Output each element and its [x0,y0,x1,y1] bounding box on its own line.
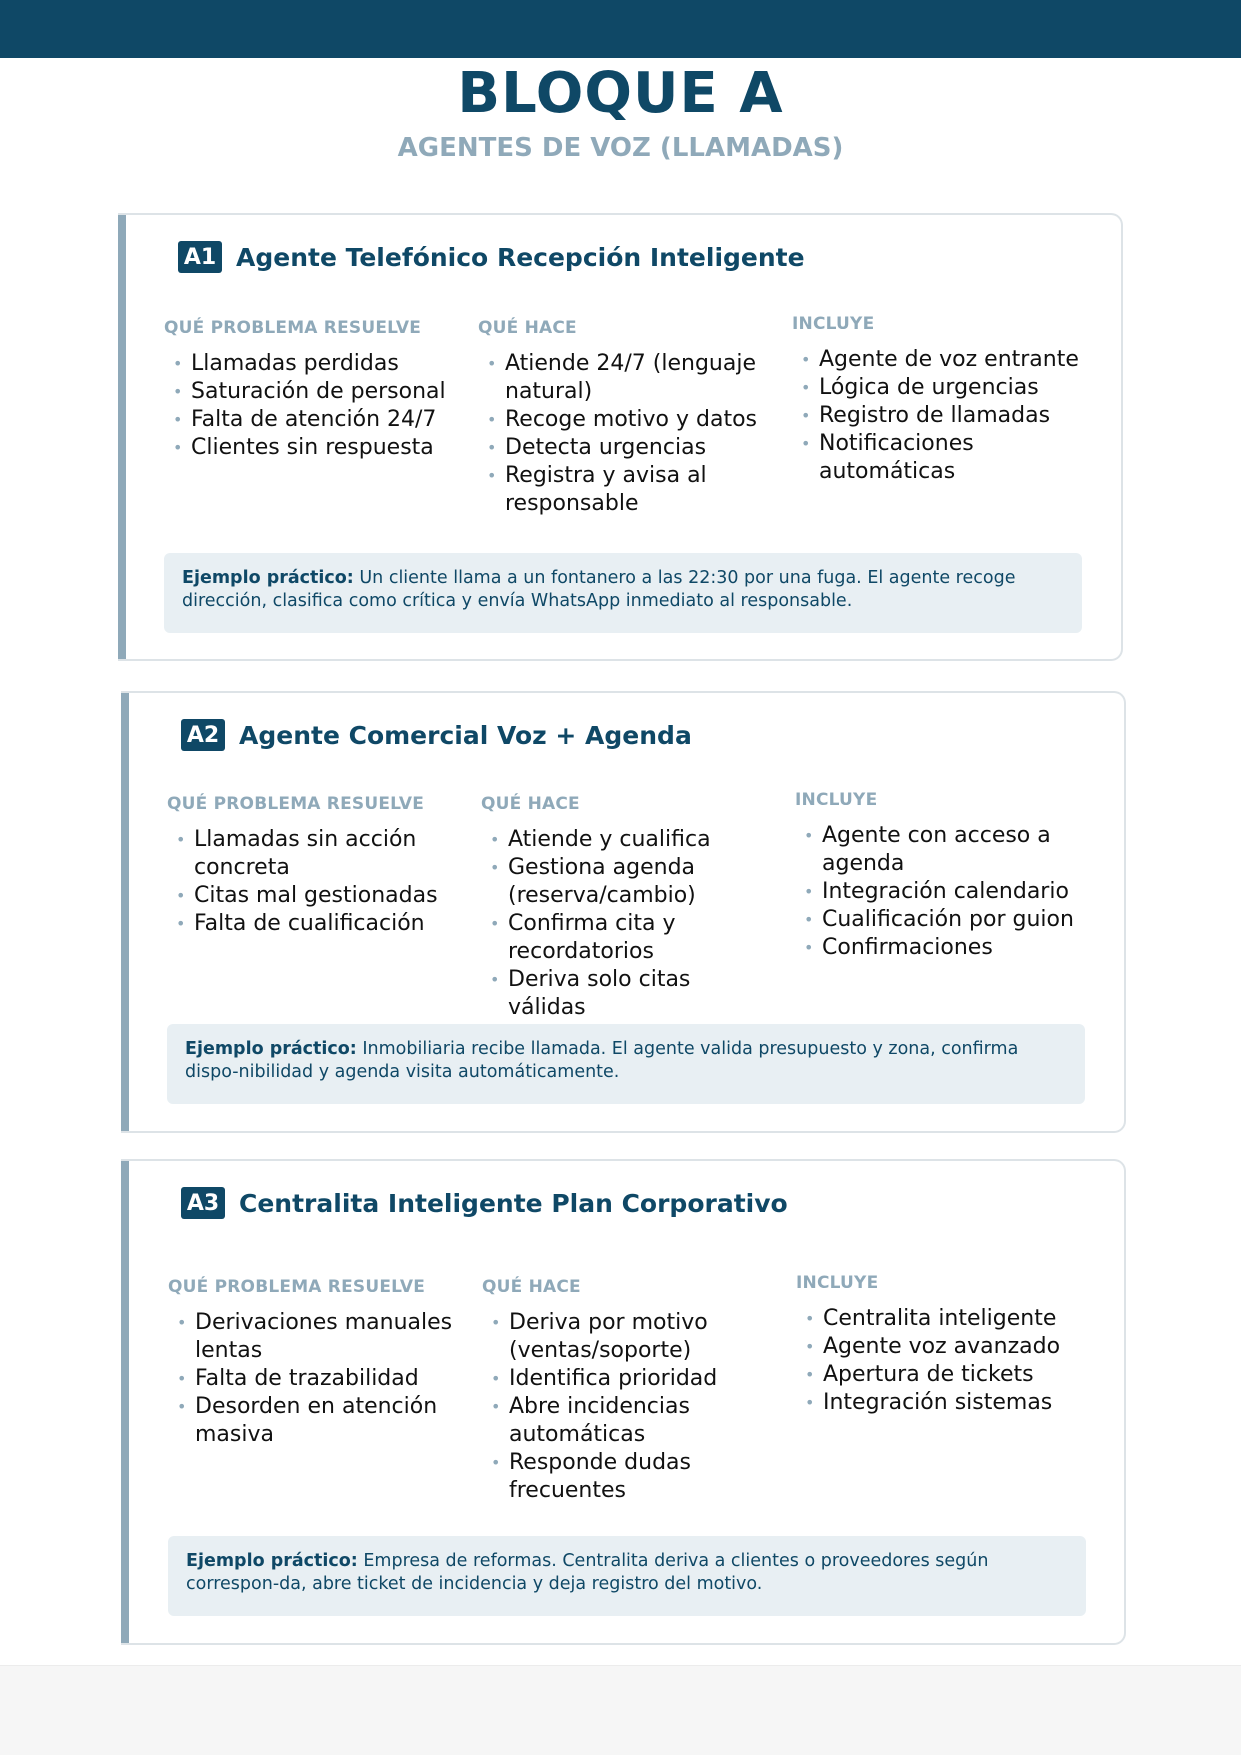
example-text: Un cliente llama a un fontanero a las 22:30 por una fuga. El agente recoge dirección, clasifica como crítica y envía WhatsApp inmediato al responsable. [182,568,1016,611]
example-box [167,1024,1085,1104]
problem-column [167,794,467,938]
list-item: • Atiende 24/7 (lenguaje natural) [478,350,768,406]
example-text: Empresa de reformas. Centralita deriva a clientes o proveedores según correspon-da, abre ticket de incidencia y deja registro del motivo. [186,1551,989,1594]
card-code-badge: A3 [181,1187,225,1219]
does-heading: QUÉ HACE [478,318,577,338]
list-item: • Falta de trazabilidad [168,1365,468,1393]
example-label: Ejemplo práctico: [182,568,354,588]
list-item: • Identifica prioridad [482,1365,772,1393]
list-item: • Falta de cualificación [167,910,467,938]
list-item: • Detecta urgencias [478,434,768,462]
list-item: • Confirma cita y recordatorios [481,910,771,966]
example-label: Ejemplo práctico: [185,1039,357,1059]
does-list [478,350,768,518]
page-title: BLOQUE A [457,61,784,126]
problem-heading: QUÉ PROBLEMA RESUELVE [164,318,422,338]
list-item: • Clientes sin respuesta [164,434,464,462]
list-item: • Agente de voz entrante [792,346,1082,374]
example-text: Inmobiliaria recibe llamada. El agente valida presupuesto y zona, confirma dispo-nibilidad y agenda visita automáticamente. [185,1039,1019,1082]
includes-list [792,346,1082,486]
service-card-a1 [118,213,1123,661]
example-box [168,1536,1086,1616]
list-item: • Confirmaciones [795,934,1085,962]
includes-heading: INCLUYE [795,790,878,810]
list-item: • Desorden en atención masiva [168,1393,468,1449]
includes-list [795,822,1085,962]
list-item: • Integración sistemas [796,1389,1086,1417]
list-item: • Deriva por motivo (ventas/soporte) [482,1309,772,1365]
problem-list [167,826,467,938]
list-item: • Registra y avisa al responsable [478,462,768,518]
list-item: • Registro de llamadas [792,402,1082,430]
card-title: Agente Comercial Voz + Agenda [239,720,692,750]
list-item: • Responde dudas frecuentes [482,1449,772,1505]
list-item: • Recoge motivo y datos [478,406,768,434]
does-heading: QUÉ HACE [482,1277,581,1297]
card-header [181,1187,788,1219]
service-card-a2 [121,691,1126,1133]
problem-column [168,1277,468,1449]
list-item: • Atiende y cualifica [481,826,771,854]
list-item: • Notificaciones automáticas [792,430,1082,486]
list-item: • Gestiona agenda (reserva/cambio) [481,854,771,910]
list-item: • Saturación de personal [164,378,464,406]
does-list [482,1309,772,1505]
list-item: • Derivaciones manuales lentas [168,1309,468,1365]
page-footer-band [0,1665,1241,1755]
does-column [481,794,771,1022]
problem-heading: QUÉ PROBLEMA RESUELVE [168,1277,426,1297]
list-item: • Integración calendario [795,878,1085,906]
list-item: • Cualificación por guion [795,906,1085,934]
includes-heading: INCLUYE [796,1273,879,1293]
card-title: Agente Telefónico Recepción Inteligente [236,242,805,272]
list-item: • Deriva solo citas válidas [481,966,771,1022]
card-header [178,241,805,273]
list-item: • Lógica de urgencias [792,374,1082,402]
includes-column [795,790,1085,962]
includes-column [792,314,1082,486]
list-item: • Agente voz avanzado [796,1333,1086,1361]
list-item: • Llamadas sin acción concreta [167,826,467,882]
card-code-badge: A2 [181,719,225,751]
problem-column [164,318,464,462]
does-list [481,826,771,1022]
includes-list [796,1305,1086,1417]
card-code-badge: A1 [178,241,222,273]
example-label: Ejemplo práctico: [186,1551,358,1571]
example-box [164,553,1082,633]
includes-heading: INCLUYE [792,314,875,334]
page-subtitle: AGENTES DE VOZ (LLAMADAS) [397,133,844,163]
card-header [181,719,692,751]
top-banner [0,0,1241,58]
list-item: • Falta de atención 24/7 [164,406,464,434]
does-column [482,1277,772,1505]
list-item: • Apertura de tickets [796,1361,1086,1389]
card-title: Centralita Inteligente Plan Corporativo [239,1188,788,1218]
includes-column [796,1273,1086,1417]
list-item: • Llamadas perdidas [164,350,464,378]
list-item: • Abre incidencias automáticas [482,1393,772,1449]
problem-list [168,1309,468,1449]
problem-list [164,350,464,462]
list-item: • Centralita inteligente [796,1305,1086,1333]
service-card-a3 [121,1159,1126,1645]
problem-heading: QUÉ PROBLEMA RESUELVE [167,794,425,814]
does-column [478,318,768,518]
list-item: • Agente con acceso a agenda [795,822,1085,878]
list-item: • Citas mal gestionadas [167,882,467,910]
does-heading: QUÉ HACE [481,794,580,814]
